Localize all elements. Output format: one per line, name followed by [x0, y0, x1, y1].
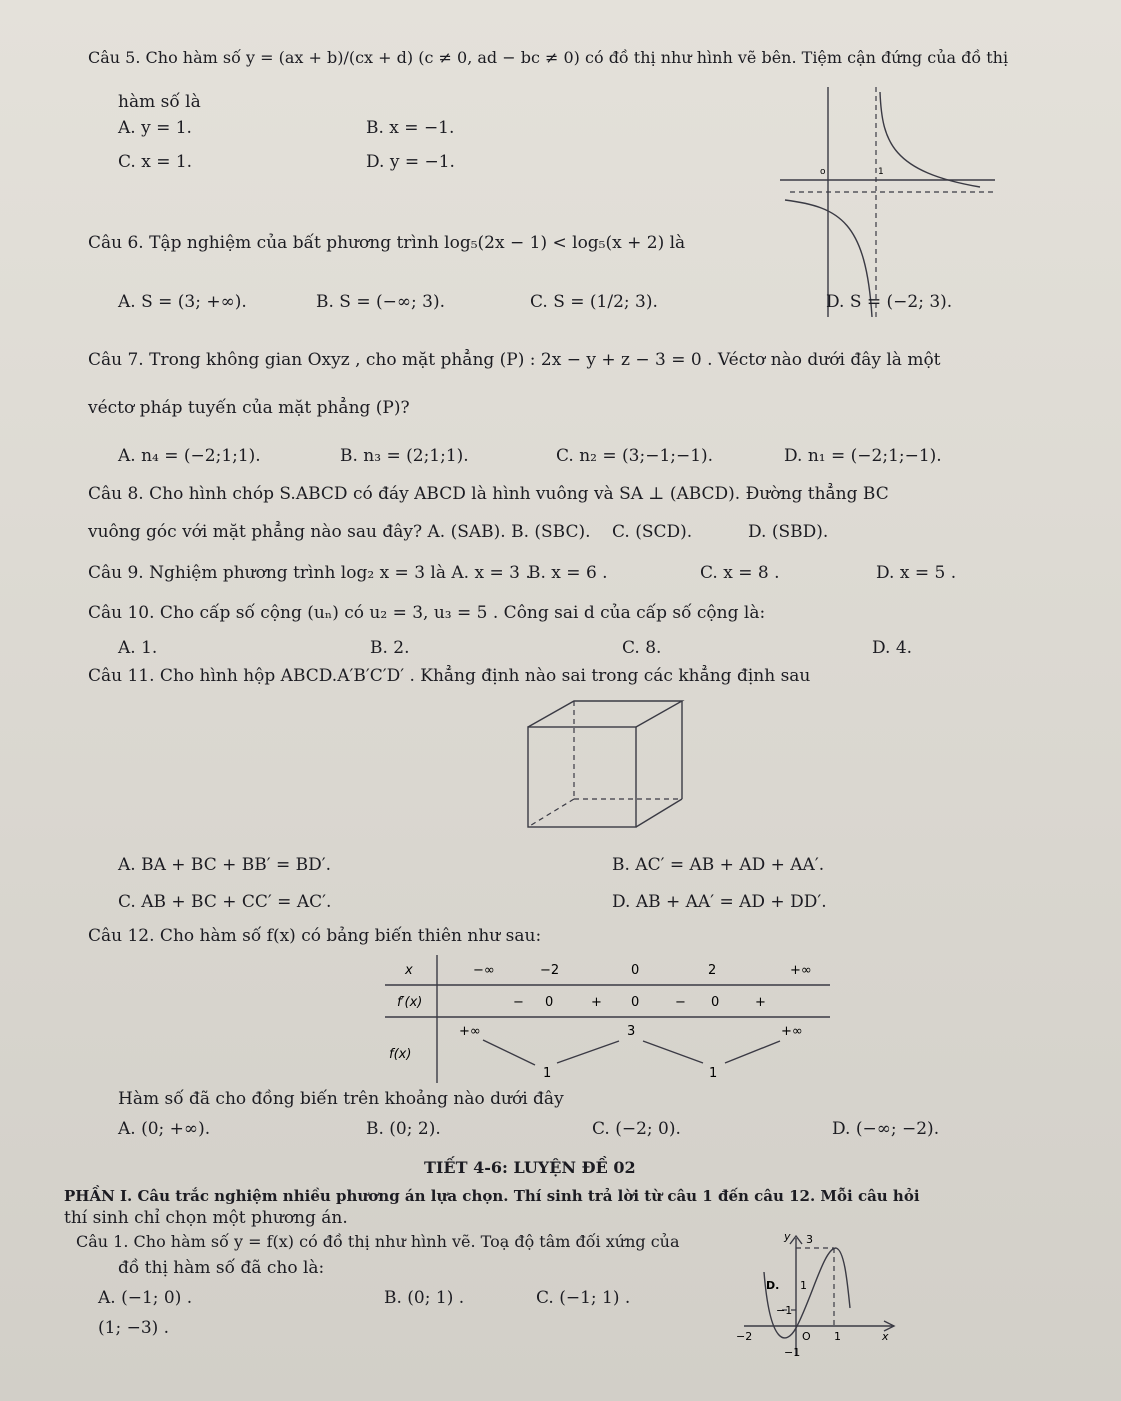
q1-graph-origin-label: O [802, 1330, 811, 1343]
q12-option-a[interactable]: A. (0; +∞). [118, 1119, 211, 1139]
q1-option-c[interactable]: C. (−1; 1) . [536, 1288, 631, 1308]
q12-table-f-label: f(x) [389, 1047, 412, 1062]
q12-table-f-max-3: 3 [627, 1024, 636, 1039]
q9-option-b[interactable]: B. x = 6 . [528, 563, 608, 583]
q12-table-fp-zero-1: 0 [545, 995, 554, 1010]
q7-option-b[interactable]: B. n₃ = (2;1;1). [340, 446, 469, 466]
q12-option-b[interactable]: B. (0; 2). [366, 1119, 441, 1139]
q6-option-c[interactable]: C. S = (1/2; 3). [530, 292, 658, 312]
q8-stem-line2: vuông góc với mặt phẳng nào sau đây? A. (SAB). B. (SBC). [88, 522, 591, 542]
q5-graph-one-label: 1 [878, 167, 884, 177]
q1-option-b[interactable]: B. (0; 1) . [384, 1288, 465, 1308]
q12-table-f-pos-inf-left: +∞ [459, 1024, 481, 1039]
part1-instruction-line2: thí sinh chỉ chọn một phương án. [64, 1208, 348, 1228]
q10-option-d[interactable]: D. 4. [872, 638, 913, 658]
q5-option-b[interactable]: B. x = −1. [366, 118, 455, 138]
q7-stem-line2: véctơ pháp tuyến của mặt phẳng (P)? [88, 398, 410, 418]
q8-stem: Câu 8. Cho hình chóp S.ABCD có đáy ABCD là hình vuông và SA ⊥ (ABCD). Đường thẳng BC [88, 484, 889, 504]
q1-cubic-graph [734, 1228, 904, 1360]
q12-table-fp-sign-4: + [755, 995, 766, 1010]
q12-table-f-pos-inf-right: +∞ [781, 1024, 803, 1039]
q12-table-fp-sign-2: + [591, 995, 602, 1010]
q7-stem: Câu 7. Trong không gian Oxyz , cho mặt phẳng (P) : 2x − y + z − 3 = 0 . Véctơ nào dưới đây là một [88, 350, 941, 370]
q12-table-x-pos-inf: +∞ [790, 963, 812, 978]
q5-hyperbola-graph [780, 82, 1000, 322]
q11-option-b[interactable]: B. AC′ = AB + AD + AA′. [612, 855, 825, 875]
q12-table-fp-sign-1: − [513, 995, 524, 1010]
q5-option-c[interactable]: C. x = 1. [118, 152, 193, 172]
q12-table-fprime-label: f′(x) [397, 995, 423, 1010]
q12-table-f-min-1b: 1 [709, 1066, 718, 1081]
q10-option-b[interactable]: B. 2. [370, 638, 410, 658]
q11-option-a[interactable]: A. BA + BC + BB′ = BD′. [118, 855, 332, 875]
q12-option-d[interactable]: D. (−∞; −2). [832, 1119, 940, 1139]
q12-variation-table [385, 955, 835, 1085]
q12-option-c[interactable]: C. (−2; 0). [592, 1119, 681, 1139]
q12-table-x-2: 2 [708, 963, 717, 978]
q1-option-a[interactable]: A. (−1; 0) . [98, 1288, 193, 1308]
q12-table-fp-zero-3: 0 [711, 995, 720, 1010]
q9-option-d[interactable]: D. x = 5 . [876, 563, 957, 583]
q12-table-fp-zero-2: 0 [631, 995, 640, 1010]
q1-graph-x-label: x [882, 1330, 889, 1343]
q5-option-d[interactable]: D. y = −1. [366, 152, 455, 172]
q12-table-x-0: 0 [631, 963, 640, 978]
q1-graph-neg-one-label: −1 [776, 1304, 793, 1317]
q6-stem: Câu 6. Tập nghiệm của bất phương trình log₅(2x − 1) < log₅(x + 2) là [88, 233, 686, 253]
q1-stem-line2: đồ thị hàm số đã cho là: [118, 1258, 325, 1278]
q5-graph-origin-label: o [820, 167, 826, 177]
q11-stem: Câu 11. Cho hình hộp ABCD.A′B′C′D′ . Khẳng định nào sai trong các khẳng định sau [88, 666, 811, 686]
q1-stem: Câu 1. Cho hàm số y = f(x) có đồ thị như hình vẽ. Toạ độ tâm đối xứng của [76, 1232, 680, 1251]
q1-graph-three-label: 3 [806, 1233, 813, 1246]
q1-graph-y-label: y [784, 1230, 791, 1243]
q10-option-a[interactable]: A. 1. [118, 638, 158, 658]
part1-instruction: PHẦN I. Câu trắc nghiệm nhiều phương án lựa chọn. Thí sinh trả lời từ câu 1 đến câu 12. Mỗi câu hỏi [64, 1187, 920, 1205]
q11-parallelepiped-figure [500, 695, 700, 840]
q10-option-c[interactable]: C. 8. [622, 638, 662, 658]
q1-option-d-label[interactable]: D. [766, 1279, 780, 1292]
q12-table-fp-sign-3: − [675, 995, 686, 1010]
q12-table-f-min-1: 1 [543, 1066, 552, 1081]
q1-graph-x-one-label: 1 [834, 1330, 841, 1343]
q12-stem: Câu 12. Cho hàm số f(x) có bảng biến thiên như sau: [88, 926, 542, 946]
q7-option-d[interactable]: D. n₁ = (−2;1;−1). [784, 446, 942, 466]
q10-stem: Câu 10. Cho cấp số cộng (uₙ) có u₂ = 3, u₃ = 5 . Công sai d của cấp số cộng là: [88, 603, 766, 623]
q7-option-a[interactable]: A. n₄ = (−2;1;1). [118, 446, 261, 466]
section-title: TIẾT 4-6: LUYỆN ĐỀ 02 [424, 1158, 636, 1177]
q5-option-a[interactable]: A. y = 1. [118, 118, 192, 138]
q5-stem: Câu 5. Cho hàm số y = (ax + b)/(cx + d) (c ≠ 0, ad − bc ≠ 0) có đồ thị như hình vẽ bên. Tiệm cận đứng của đồ thị [88, 48, 1009, 67]
q9-stem: Câu 9. Nghiệm phương trình log₂ x = 3 là A. x = 3 . [88, 563, 531, 583]
q1-graph-one-label: 1 [800, 1279, 807, 1292]
q6-option-a[interactable]: A. S = (3; +∞). [118, 292, 247, 312]
q8-option-d[interactable]: D. (SBD). [748, 522, 829, 542]
q12-table-x-neg2: −2 [540, 963, 560, 978]
q9-option-c[interactable]: C. x = 8 . [700, 563, 780, 583]
q12-table-x-neg-inf: −∞ [473, 963, 495, 978]
q11-option-c[interactable]: C. AB + BC + CC′ = AC′. [118, 892, 332, 912]
q12-question: Hàm số đã cho đồng biến trên khoảng nào dưới đây [118, 1089, 564, 1109]
q11-option-d[interactable]: D. AB + AA′ = AD + DD′. [612, 892, 827, 912]
q8-option-c[interactable]: C. (SCD). [612, 522, 693, 542]
q1-graph-neg-one-bottom: −1 [784, 1346, 801, 1359]
q1-option-d-value[interactable]: (1; −3) . [98, 1318, 170, 1338]
q6-option-b[interactable]: B. S = (−∞; 3). [316, 292, 446, 312]
q7-option-c[interactable]: C. n₂ = (3;−1;−1). [556, 446, 714, 466]
q6-option-d[interactable]: D. S = (−2; 3). [826, 292, 953, 312]
q5-stem-line2: hàm số là [118, 92, 201, 112]
q12-table-x-label: x [405, 963, 413, 978]
q1-graph-neg-two-label: −2 [736, 1330, 753, 1343]
